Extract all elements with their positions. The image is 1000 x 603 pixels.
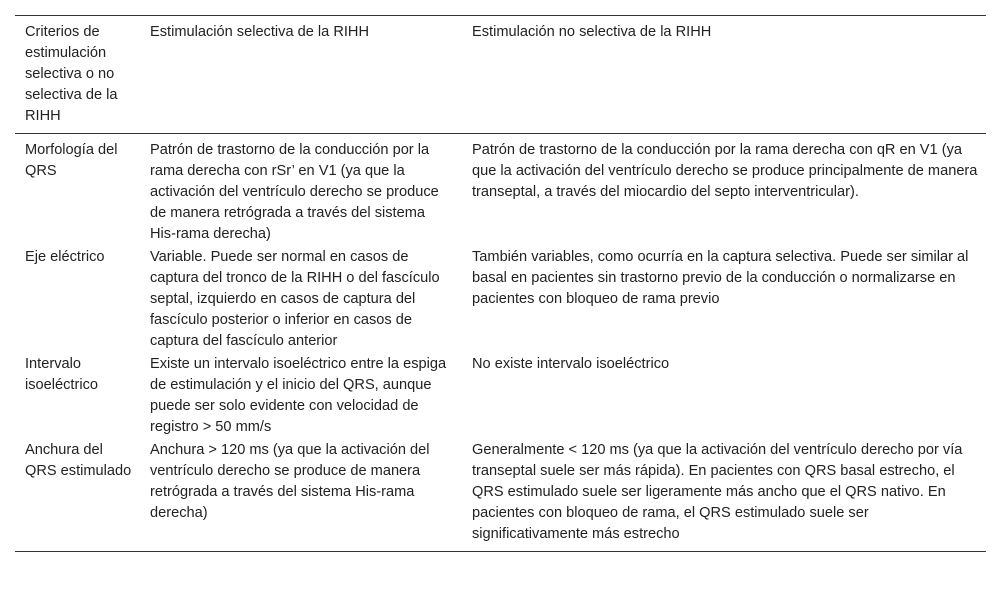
table-row bbox=[15, 247, 986, 354]
criteria-table-container bbox=[15, 15, 986, 552]
row-selective: Variable. Puede ser normal en casos de captura del tronco de la RIHH o del fascículo septal, izquierdo en casos de captura del fascículo posterior o inferior en casos de captura del fascículo anterior bbox=[150, 249, 440, 349]
row-nonselective: También variables, como ocurría en la captura selectiva. Puede ser similar al basal en pacientes sin trastorno previo de la conducción o normalizarse en pacientes con bloqueo de rama previo bbox=[472, 249, 969, 307]
row-criterion: Intervalo isoeléctrico bbox=[25, 356, 98, 393]
row-criterion: Anchura del QRS estimulado bbox=[25, 442, 132, 479]
row-selective: Existe un intervalo isoeléctrico entre la espiga de estimulación y el inicio del QRS, aunque puede ser solo evidente con velocidad de registro > 50 mm/s bbox=[150, 356, 447, 435]
row-selective: Anchura > 120 ms (ya que la activación del ventrículo derecho se produce de manera retrógrada a través del sistema His-rama derecha) bbox=[150, 442, 430, 521]
criteria-table bbox=[15, 15, 986, 552]
row-selective: Patrón de trastorno de la conducción por la rama derecha con rSr’ en V1 (ya que la activación del ventrículo derecho se produce de manera retrógrada a través del sistema His-rama derecha) bbox=[150, 142, 439, 242]
row-criterion: Morfología del QRS bbox=[25, 142, 118, 179]
table-row bbox=[15, 354, 986, 440]
table-header bbox=[15, 16, 986, 134]
table-row bbox=[15, 134, 986, 248]
header-selective: Estimulación selectiva de la RIHH bbox=[150, 24, 369, 40]
header-nonselective: Estimulación no selectiva de la RIHH bbox=[472, 24, 712, 40]
row-criterion: Eje eléctrico bbox=[25, 249, 105, 265]
header-criteria: Criterios de estimulación selectiva o no selectiva de la RIHH bbox=[25, 24, 118, 124]
table-body bbox=[15, 134, 986, 552]
row-nonselective: No existe intervalo isoeléctrico bbox=[472, 356, 670, 372]
table-row bbox=[15, 440, 986, 552]
header-row bbox=[15, 16, 986, 134]
row-nonselective: Patrón de trastorno de la conducción por la rama derecha con qR en V1 (ya que la activación del ventrículo derecho se produce principalmente de manera transeptal, a través del miocardio del septo interventricular). bbox=[472, 142, 978, 200]
row-nonselective: Generalmente < 120 ms (ya que la activación del ventrículo derecho por vía transeptal suele ser más rápida). En pacientes con QRS basal estrecho, el QRS estimulado suele ser ligeramente más ancho que el QRS nativo. En pacientes con bloqueo de rama, el QRS estimulado suele ser significativamente más estrecho bbox=[472, 442, 963, 542]
